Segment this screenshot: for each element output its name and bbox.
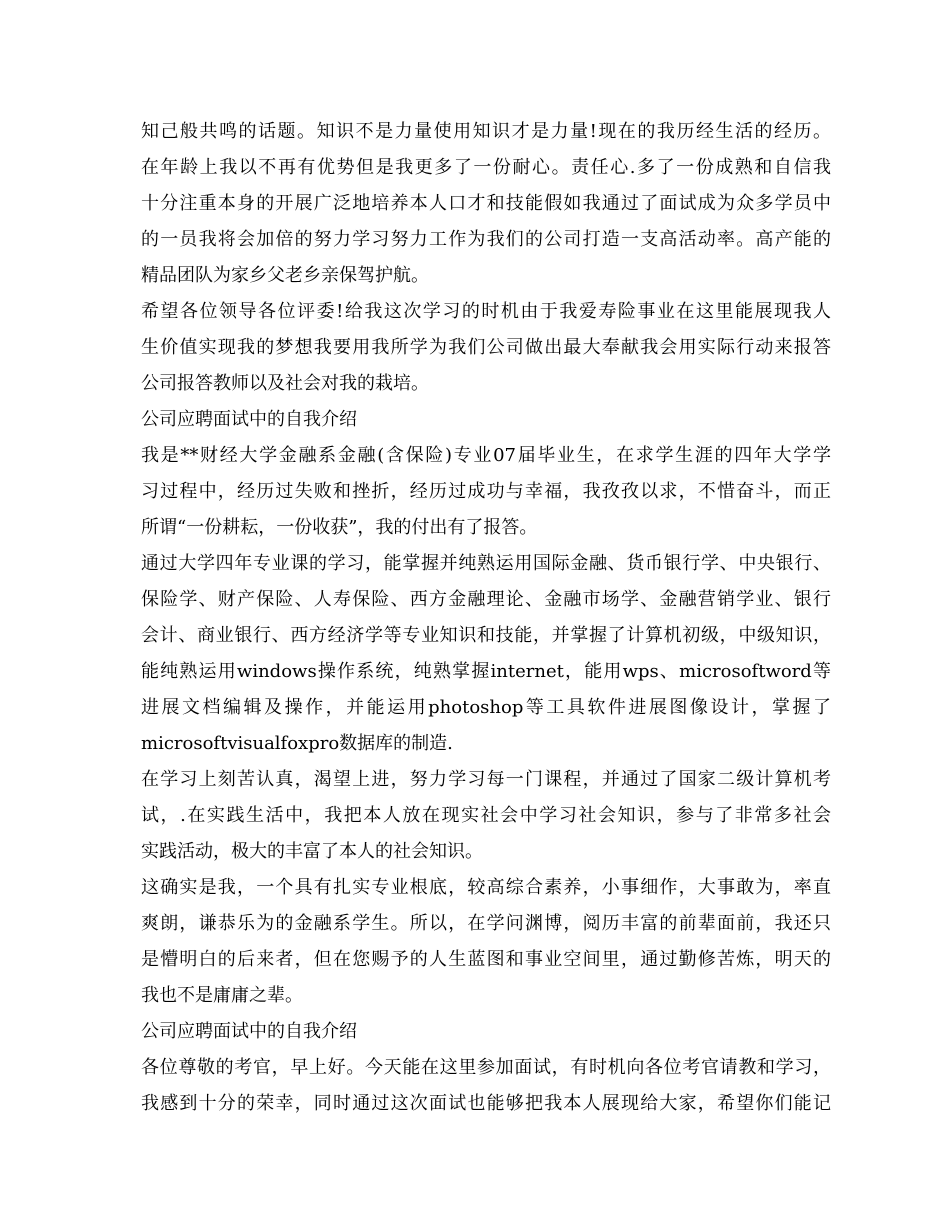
paragraph [141,438,831,546]
paragraph [141,870,831,1014]
text-line: 这确实是我，一个具有扎实专业根底，较高综合素养，小事细作，大事敢为，率直 [141,877,831,898]
paragraph [141,546,831,762]
paragraph [141,294,831,402]
text-line: 知己般共鸣的话题。知识不是力量使用知识才是力量!现在的我历经生活的经历。 [141,121,831,142]
text-line: 在年龄上我以不再有优势但是我更多了一份耐心。责任心.多了一份成熟和自信我 [141,157,831,178]
text-line: microsoftvisualfoxpro数据库的制造. [141,733,453,754]
text-line: 我也不是庸庸之辈。 [141,985,303,1006]
text-line: 进展文档编辑及操作，并能运用photoshop等工具软件进展图像设计，掌握了 [141,697,831,718]
text-line: 我感到十分的荣幸，同时通过这次面试也能够把我本人展现给大家，希望你们能记 [141,1093,831,1114]
text-line: 能纯熟运用windows操作系统，纯熟掌握internet，能用wps、microsoftword等 [141,661,831,682]
section-heading: 公司应聘面试中的自我介绍 [141,1021,357,1042]
paragraph [141,114,831,294]
text-line: 十分注重本身的开展广泛地培养本人口才和技能假如我通过了面试成为众多学员中 [141,193,831,214]
document-body [141,114,831,1122]
text-line: 精品团队为家乡父老乡亲保驾护航。 [141,265,429,286]
paragraph [141,1050,831,1122]
text-line: 我是**财经大学金融系金融(含保险)专业07届毕业生，在求学生涯的四年大学学 [141,445,831,466]
section-heading: 公司应聘面试中的自我介绍 [141,409,357,430]
text-line: 希望各位领导各位评委!给我这次学习的时机由于我爱寿险事业在这里能展现我人 [141,301,831,322]
text-line: 会计、商业银行、西方经济学等专业知识和技能，并掌握了计算机初级，中级知识， [141,625,831,646]
text-line: 通过大学四年专业课的学习，能掌握并纯熟运用国际金融、货币银行学、中央银行、 [141,553,831,574]
text-line: 试，.在实践生活中，我把本人放在现实社会中学习社会知识，参与了非常多社会 [141,805,831,826]
text-line: 实践活动，极大的丰富了本人的社会知识。 [141,841,483,862]
text-line: 各位尊敬的考官，早上好。今天能在这里参加面试，有时机向各位考官请教和学习， [141,1057,831,1078]
paragraph [141,762,831,870]
text-line: 是懵明白的后来者，但在您赐予的人生蓝图和事业空间里，通过勤修苦炼，明天的 [141,949,831,970]
text-line: 的一员我将会加倍的努力学习努力工作为我们的公司打造一支高活动率。高产能的 [141,229,831,250]
text-line: 习过程中，经历过失败和挫折，经历过成功与幸福，我孜孜以求，不惜奋斗，而正 [141,481,831,502]
text-line: 所谓“一份耕耘，一份收获”，我的付出有了报答。 [141,517,538,538]
text-line: 保险学、财产保险、人寿保险、西方金融理论、金融市场学、金融营销学业、银行 [141,589,831,610]
text-line: 爽朗，谦恭乐为的金融系学生。所以，在学问渊博，阅历丰富的前辈面前，我还只 [141,913,831,934]
text-line: 生价值实现我的梦想我要用我所学为我们公司做出最大奉献我会用实际行动来报答 [141,337,831,358]
text-line: 公司报答教师以及社会对我的栽培。 [141,373,429,394]
text-line: 在学习上刻苦认真，渴望上进，努力学习每一门课程，并通过了国家二级计算机考 [141,769,831,790]
